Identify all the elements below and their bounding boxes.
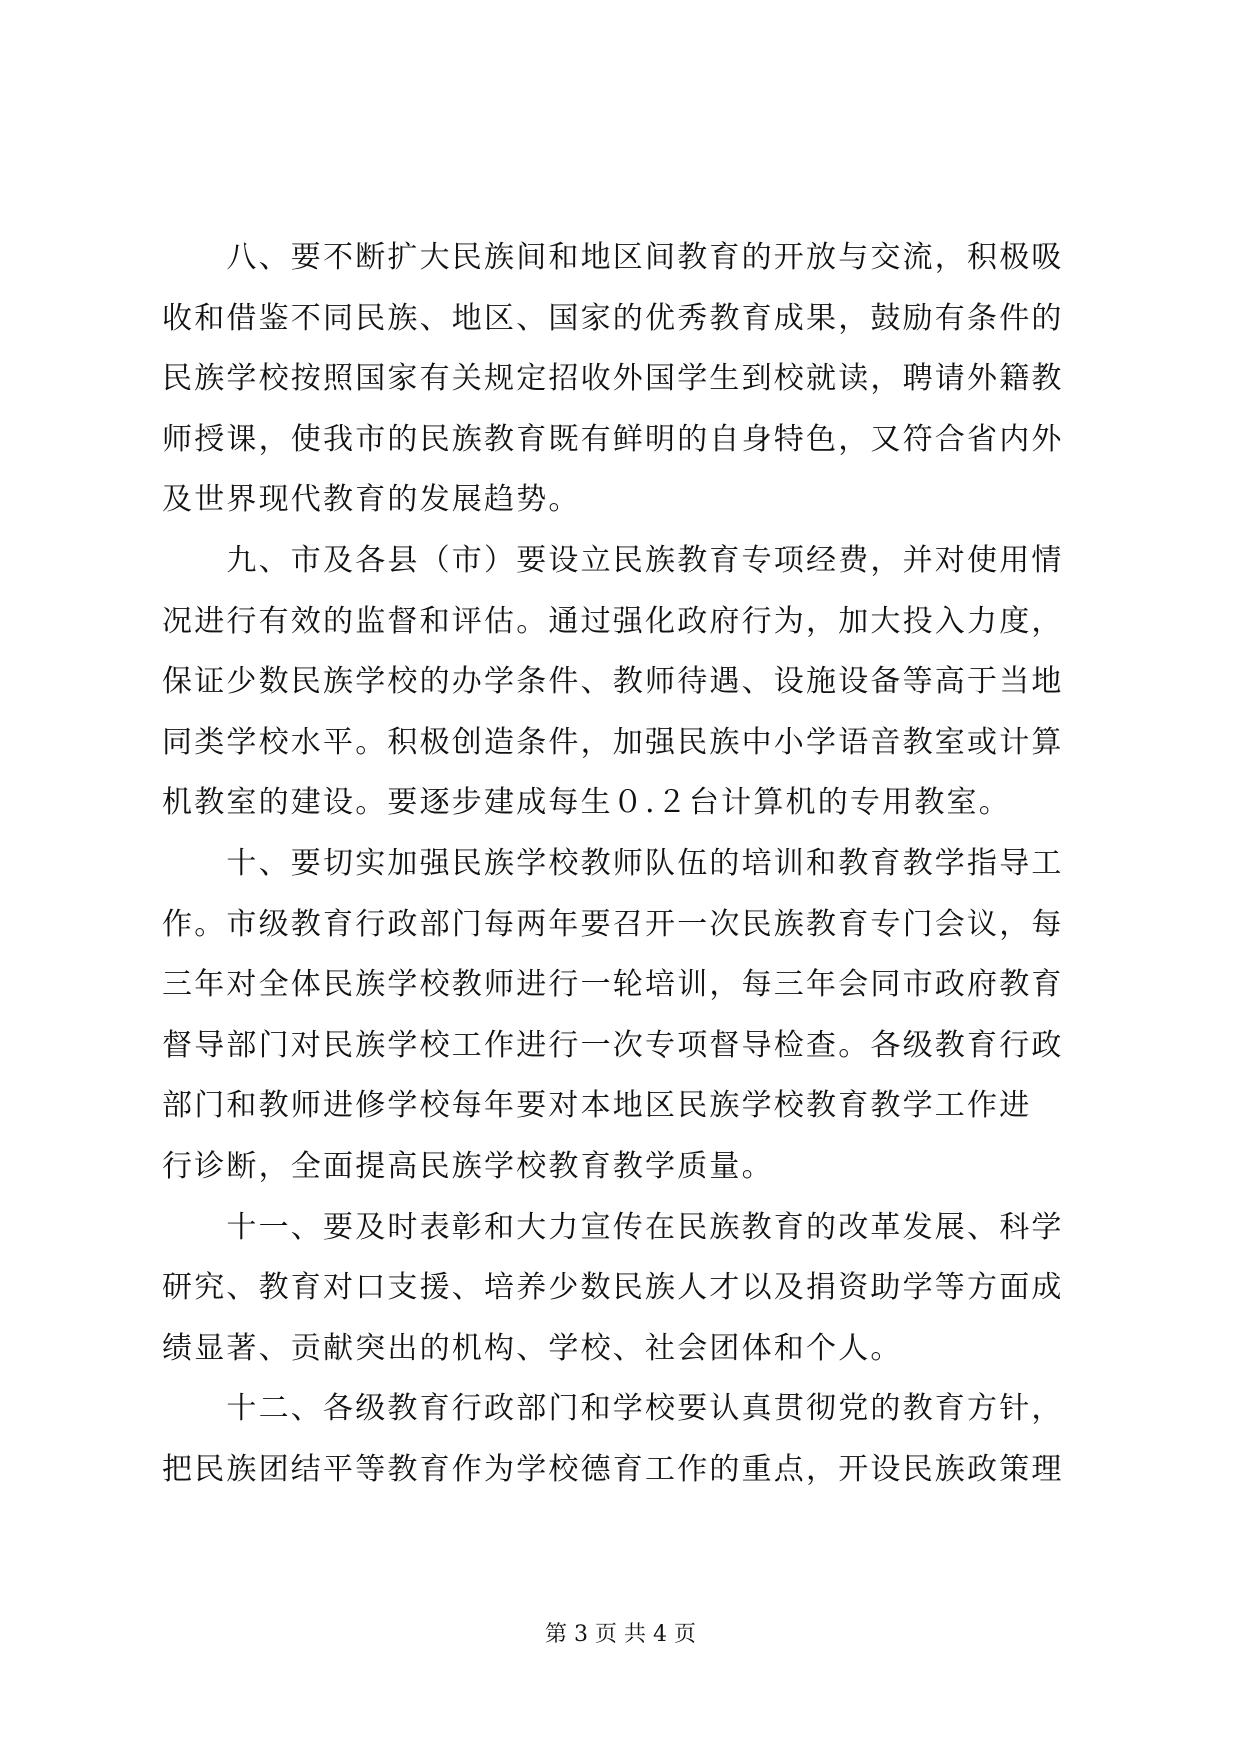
page-number-footer: 第 3 页 共 4 页 (545, 1622, 696, 1647)
text-line: 把民族团结平等教育作为学校德育工作的重点，开设民族政策理 (162, 1451, 1064, 1487)
text-line: 同类学校水平。积极创造条件，加强民族中小学语音教室或计算 (162, 724, 1064, 760)
text-line: 九、市及各县（市）要设立民族教育专项经费，并对使用情 (162, 542, 1064, 578)
text-line: 绩显著、贡献突出的机构、学校、社会团体和个人。 (162, 1330, 903, 1366)
text-line: 八、要不断扩大民族间和地区间教育的开放与交流，积极吸 (162, 240, 1064, 275)
text-line: 十二、各级教育行政部门和学校要认真贯彻党的教育方针， (162, 1391, 1064, 1427)
text-line: 督导部门对民族学校工作进行一次专项督导检查。各级教育行政 (162, 1027, 1064, 1063)
text-line: 十、要切实加强民族学校教师队伍的培训和教育教学指导工 (162, 845, 1064, 881)
text-line: 及世界现代教育的发展趋势。 (162, 482, 581, 518)
text-line: 部门和教师进修学校每年要对本地区民族学校教育教学工作进 (162, 1088, 1032, 1124)
text-line: 民族学校按照国家有关规定招收外国学生到校就读，聘请外籍教 (162, 361, 1064, 397)
text-line: 十一、要及时表彰和大力宣传在民族教育的改革发展、科学 (162, 1209, 1064, 1245)
text-line: 保证少数民族学校的办学条件、教师待遇、设施设备等高于当地 (162, 664, 1064, 700)
text-line: 行诊断，全面提高民族学校教育教学质量。 (162, 1148, 774, 1184)
text-line: 研究、教育对口支援、培养少数民族人才以及捐资助学等方面成 (162, 1270, 1064, 1306)
text-line: 作。市级教育行政部门每两年要召开一次民族教育专门会议，每 (162, 906, 1064, 942)
body-text (162, 228, 1080, 1500)
text-line: 收和借鉴不同民族、地区、国家的优秀教育成果，鼓励有条件的 (162, 300, 1064, 336)
text-line: 师授课，使我市的民族教育既有鲜明的自身特色，又符合省内外 (162, 421, 1064, 457)
text-line: 况进行有效的监督和评估。通过强化政府行为，加大投入力度， (162, 603, 1064, 639)
text-line: 三年对全体民族学校教师进行一轮培训，每三年会同市政府教育 (162, 967, 1064, 1003)
text-line: 机教室的建设。要逐步建成每生０.２台计算机的专用教室。 (162, 785, 1011, 821)
